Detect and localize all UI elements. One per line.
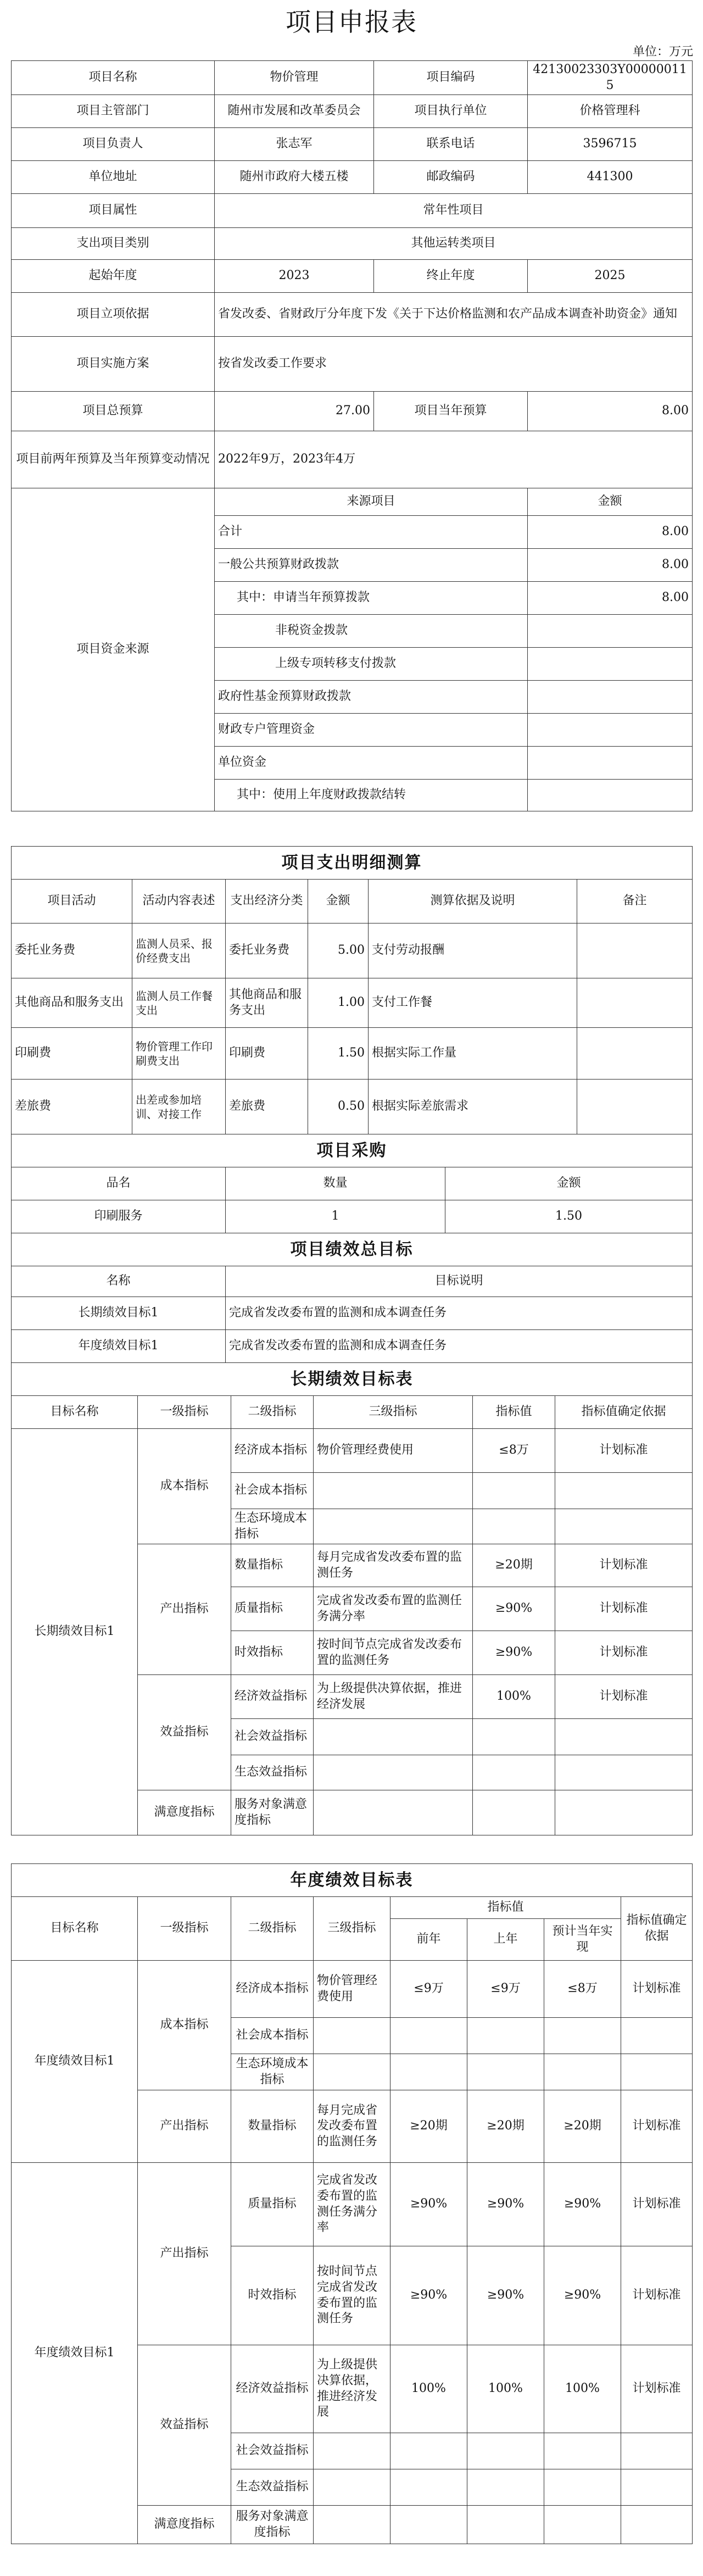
indicator-basis — [621, 2433, 693, 2469]
col-header: 测算依据及说明 — [369, 880, 577, 923]
level1-benefit: 效益指标 — [138, 2345, 231, 2506]
indicator-basis — [555, 1473, 693, 1509]
level2: 社会效益指标 — [231, 2433, 314, 2469]
detail-amount: 5.00 — [308, 923, 369, 978]
level3: 物价管理经费使用 — [314, 1429, 473, 1473]
label-total-budget: 项目总预算 — [12, 392, 215, 431]
funding-row-amount: 8.00 — [528, 549, 693, 582]
value-prev-prev-year — [390, 2018, 467, 2054]
goal-desc: 完成省发改委布置的监测和成本调查任务 — [226, 1297, 693, 1330]
value-prev-prev-year — [390, 2469, 467, 2506]
indicator-value: ≥90% — [473, 1587, 555, 1631]
overall-goal-table — [11, 1233, 693, 1363]
detail-activity: 印刷费 — [12, 1028, 132, 1080]
level3: 按时间节点完成省发改委布置的监测任务 — [314, 1631, 473, 1675]
indicator-basis: 计划标准 — [555, 1544, 693, 1587]
value-current-year — [544, 2433, 621, 2469]
detail-note — [577, 978, 693, 1028]
value-prev-prev-year: ≥20期 — [390, 2090, 467, 2163]
level2: 质量指标 — [231, 1587, 314, 1631]
detail-activity: 委托业务费 — [12, 923, 132, 978]
col-header: 指标值确定依据 — [621, 1897, 693, 1961]
section-title: 年度绩效目标表 — [12, 1864, 693, 1897]
level3 — [314, 1509, 473, 1544]
col-header: 上年 — [467, 1919, 544, 1961]
funding-row-name: 合计 — [215, 516, 528, 549]
label-leader: 项目负责人 — [12, 128, 215, 161]
funding-row-name: 一般公共预算财政拨款 — [215, 549, 528, 582]
col-header: 目标名称 — [12, 1396, 138, 1429]
col-header: 金额 — [445, 1167, 693, 1200]
indicator-basis — [555, 1719, 693, 1755]
level2: 生态效益指标 — [231, 1755, 314, 1790]
detail-activity: 差旅费 — [12, 1080, 132, 1134]
col-header: 二级指标 — [231, 1897, 314, 1961]
funding-row-name: 政府性基金预算财政拨款 — [215, 681, 528, 714]
level3: 按时间节点完成省发改委布置的监测任务 — [314, 2246, 390, 2345]
label-prev-budget: 项目前两年预算及当年预算变动情况 — [12, 431, 215, 488]
value-total-budget: 27.00 — [215, 392, 374, 431]
goal-name: 长期绩效目标1 — [12, 1297, 226, 1330]
unit-label: 单位：万元 — [632, 45, 693, 59]
level3 — [314, 2433, 390, 2469]
indicator-basis: 计划标准 — [555, 1429, 693, 1473]
section-title: 项目支出明细测算 — [12, 847, 693, 880]
label-exec-unit: 项目执行单位 — [374, 95, 528, 128]
level2: 经济成本指标 — [231, 1961, 314, 2018]
detail-amount: 1.50 — [308, 1028, 369, 1080]
indicator-basis — [555, 1509, 693, 1544]
section-title: 长期绩效目标表 — [12, 1363, 693, 1396]
col-header: 活动内容表述 — [132, 880, 226, 923]
level2: 社会效益指标 — [231, 1719, 314, 1755]
detail-basis: 根据实际工作量 — [369, 1028, 577, 1080]
value-current-year — [544, 2018, 621, 2054]
value-project-name: 物价管理 — [215, 61, 374, 95]
value-current-year: ≤8万 — [544, 1961, 621, 2018]
value-prev-year — [467, 2054, 544, 2090]
col-header: 品名 — [12, 1167, 226, 1200]
level1-benefit: 效益指标 — [138, 1675, 231, 1790]
value-start-year: 2023 — [215, 260, 374, 293]
purchase-amount: 1.50 — [445, 1200, 693, 1233]
level1-output: 产出指标 — [138, 2163, 231, 2345]
level2: 生态环境成本指标 — [231, 2054, 314, 2090]
goal-target-name: 年度绩效目标1 — [12, 2163, 138, 2544]
indicator-basis: 计划标准 — [621, 1961, 693, 2018]
level2: 时效指标 — [231, 2246, 314, 2345]
level2: 时效指标 — [231, 1631, 314, 1675]
col-header: 金额 — [308, 880, 369, 923]
label-basis: 项目立项依据 — [12, 293, 215, 337]
level1-output: 产出指标 — [138, 1544, 231, 1675]
goal-target-name: 长期绩效目标1 — [12, 1429, 138, 1835]
indicator-value — [473, 1473, 555, 1509]
value-prev-year: 100% — [467, 2345, 544, 2433]
level1-satisfaction: 满意度指标 — [138, 2506, 231, 2544]
detail-amount: 1.00 — [308, 978, 369, 1028]
label-project-name: 项目名称 — [12, 61, 215, 95]
level3: 物价管理经费使用 — [314, 1961, 390, 2018]
indicator-basis — [621, 2054, 693, 2090]
funding-row-amount — [528, 780, 693, 811]
detail-amount: 0.50 — [308, 1080, 369, 1134]
value-prev-prev-year: ≤9万 — [390, 1961, 467, 2018]
col-header: 预计当年实现 — [544, 1919, 621, 1961]
funding-row-name: 上级专项转移支付拨款 — [215, 648, 528, 681]
indicator-value: ≤8万 — [473, 1429, 555, 1473]
longterm-goal-table — [11, 1362, 693, 1835]
col-header: 一级指标 — [138, 1396, 231, 1429]
level1-cost: 成本指标 — [138, 1961, 231, 2090]
value-prev-prev-year: ≥90% — [390, 2246, 467, 2345]
label-current-budget: 项目当年预算 — [374, 392, 528, 431]
col-header: 三级指标 — [314, 1897, 390, 1961]
col-header: 前年 — [390, 1919, 467, 1961]
level3 — [314, 1473, 473, 1509]
goal-desc: 完成省发改委布置的监测和成本调查任务 — [226, 1330, 693, 1363]
level3: 完成省发改委布置的监测任务满分率 — [314, 1587, 473, 1631]
project-info-table — [11, 60, 693, 811]
section-title: 项目绩效总目标 — [12, 1233, 693, 1266]
value-prev-year: ≤9万 — [467, 1961, 544, 2018]
funding-row-amount — [528, 747, 693, 780]
level1-cost: 成本指标 — [138, 1429, 231, 1544]
level2: 社会成本指标 — [231, 2018, 314, 2054]
level3 — [314, 2469, 390, 2506]
detail-basis: 支付工作餐 — [369, 978, 577, 1028]
level2: 经济效益指标 — [231, 1675, 314, 1719]
label-plan: 项目实施方案 — [12, 337, 215, 392]
col-header: 备注 — [577, 880, 693, 923]
value-prev-prev-year — [390, 2054, 467, 2090]
value-attr: 常年性项目 — [215, 194, 693, 228]
col-header: 指标值确定依据 — [555, 1396, 693, 1429]
value-current-year — [544, 2054, 621, 2090]
expense-detail-table — [11, 846, 693, 1134]
funding-row-amount — [528, 714, 693, 747]
detail-econ: 印刷费 — [226, 1028, 308, 1080]
indicator-value: ≥90% — [473, 1631, 555, 1675]
level3: 为上级提供决算依据，推进经济发展 — [314, 2345, 390, 2433]
detail-econ: 其他商品和服务支出 — [226, 978, 308, 1028]
level2: 生态环境成本指标 — [231, 1509, 314, 1544]
detail-content: 监测人员工作餐支出 — [132, 978, 226, 1028]
value-current-budget: 8.00 — [528, 392, 693, 431]
indicator-basis: 计划标准 — [555, 1587, 693, 1631]
funding-row-amount: 8.00 — [528, 516, 693, 549]
funding-col-source: 来源项目 — [215, 488, 528, 516]
value-project-code: 42130023303Y000000115 — [528, 61, 693, 95]
label-zip: 邮政编码 — [374, 161, 528, 194]
value-prev-year — [467, 2433, 544, 2469]
detail-note — [577, 923, 693, 978]
col-header: 名称 — [12, 1266, 226, 1297]
value-prev-prev-year — [390, 2506, 467, 2544]
funding-row-name: 单位资金 — [215, 747, 528, 780]
col-header: 支出经济分类 — [226, 880, 308, 923]
funding-col-amount: 金额 — [528, 488, 693, 516]
level3 — [314, 2018, 390, 2054]
detail-activity: 其他商品和服务支出 — [12, 978, 132, 1028]
indicator-basis — [621, 2469, 693, 2506]
value-current-year: ≥90% — [544, 2246, 621, 2345]
page-title: 项目申报表 — [286, 7, 417, 37]
value-type: 其他运转类项目 — [215, 228, 693, 260]
funding-row-name: 财政专户管理资金 — [215, 714, 528, 747]
level3: 每月完成省发改委布置的监测任务 — [314, 2090, 390, 2163]
col-header: 目标名称 — [12, 1897, 138, 1961]
indicator-basis — [555, 1790, 693, 1835]
indicator-basis — [621, 2018, 693, 2054]
value-prev-budget: 2022年9万，2023年4万 — [215, 431, 693, 488]
indicator-value: ≥20期 — [473, 1544, 555, 1587]
level3: 完成省发改委布置的监测任务满分率 — [314, 2163, 390, 2246]
purchase-table — [11, 1134, 693, 1233]
value-prev-prev-year — [390, 2433, 467, 2469]
goal-target-name: 年度绩效目标1 — [12, 1961, 138, 2163]
level3 — [314, 1719, 473, 1755]
value-leader: 张志军 — [215, 128, 374, 161]
label-type: 支出项目类别 — [12, 228, 215, 260]
indicator-basis: 计划标准 — [555, 1631, 693, 1675]
label-start-year: 起始年度 — [12, 260, 215, 293]
col-header: 指标值 — [473, 1396, 555, 1429]
label-attr: 项目属性 — [12, 194, 215, 228]
indicator-basis: 计划标准 — [621, 2163, 693, 2246]
value-dept: 随州市发展和改革委员会 — [215, 95, 374, 128]
detail-econ: 委托业务费 — [226, 923, 308, 978]
indicator-value — [473, 1790, 555, 1835]
funding-row-amount — [528, 648, 693, 681]
purchase-name: 印刷服务 — [12, 1200, 226, 1233]
value-current-year: ≥20期 — [544, 2090, 621, 2163]
funding-row-amount — [528, 681, 693, 714]
value-end-year: 2025 — [528, 260, 693, 293]
indicator-basis — [621, 2506, 693, 2544]
detail-content: 出差或参加培训、对接工作 — [132, 1080, 226, 1134]
value-exec-unit: 价格管理科 — [528, 95, 693, 128]
detail-econ: 差旅费 — [226, 1080, 308, 1134]
level3: 每月完成省发改委布置的监测任务 — [314, 1544, 473, 1587]
funding-row-name: 非税资金拨款 — [215, 615, 528, 648]
funding-row-name: 其中：使用上年度财政拨款结转 — [215, 780, 528, 811]
col-header: 二级指标 — [231, 1396, 314, 1429]
label-dept: 项目主管部门 — [12, 95, 215, 128]
col-header: 指标值 — [390, 1897, 621, 1919]
level3 — [314, 2054, 390, 2090]
label-end-year: 终止年度 — [374, 260, 528, 293]
level3 — [314, 2506, 390, 2544]
indicator-basis: 计划标准 — [621, 2345, 693, 2433]
annual-goal-table — [11, 1863, 693, 2544]
detail-basis: 根据实际差旅需求 — [369, 1080, 577, 1134]
value-prev-year — [467, 2506, 544, 2544]
indicator-basis: 计划标准 — [621, 2246, 693, 2345]
indicator-basis — [555, 1755, 693, 1790]
indicator-value — [473, 1755, 555, 1790]
value-prev-year — [467, 2469, 544, 2506]
value-address: 随州市政府大楼五楼 — [215, 161, 374, 194]
funding-row-name: 其中：申请当年预算拨款 — [215, 582, 528, 615]
label-project-code: 项目编码 — [374, 61, 528, 95]
col-header: 一级指标 — [138, 1897, 231, 1961]
value-zip: 441300 — [528, 161, 693, 194]
level1-output: 产出指标 — [138, 2090, 231, 2163]
level3: 为上级提供决算依据，推进经济发展 — [314, 1675, 473, 1719]
level2: 生态效益指标 — [231, 2469, 314, 2506]
level2: 经济效益指标 — [231, 2345, 314, 2433]
level2: 服务对象满意度指标 — [231, 1790, 314, 1835]
value-prev-year: ≥90% — [467, 2163, 544, 2246]
level2: 社会成本指标 — [231, 1473, 314, 1509]
indicator-basis: 计划标准 — [555, 1675, 693, 1719]
value-prev-prev-year: 100% — [390, 2345, 467, 2433]
level2: 数量指标 — [231, 1544, 314, 1587]
col-header: 数量 — [226, 1167, 445, 1200]
indicator-value — [473, 1719, 555, 1755]
label-phone: 联系电话 — [374, 128, 528, 161]
value-current-year: ≥90% — [544, 2163, 621, 2246]
goal-name: 年度绩效目标1 — [12, 1330, 226, 1363]
level3 — [314, 1790, 473, 1835]
value-current-year: 100% — [544, 2345, 621, 2433]
indicator-value — [473, 1509, 555, 1544]
col-header: 目标说明 — [226, 1266, 693, 1297]
purchase-qty: 1 — [226, 1200, 445, 1233]
label-address: 单位地址 — [12, 161, 215, 194]
label-funding-source: 项目资金来源 — [12, 488, 215, 811]
funding-row-amount — [528, 615, 693, 648]
value-prev-year: ≥90% — [467, 2246, 544, 2345]
value-basis: 省发改委、省财政厅分年度下发《关于下达价格监测和农产品成本调查补助资金》通知 — [215, 293, 693, 337]
funding-row-amount: 8.00 — [528, 582, 693, 615]
col-header: 三级指标 — [314, 1396, 473, 1429]
detail-content: 监测人员采、报价经费支出 — [132, 923, 226, 978]
indicator-value: 100% — [473, 1675, 555, 1719]
level2: 经济成本指标 — [231, 1429, 314, 1473]
indicator-basis: 计划标准 — [621, 2090, 693, 2163]
value-prev-year — [467, 2018, 544, 2054]
detail-note — [577, 1028, 693, 1080]
value-prev-prev-year: ≥90% — [390, 2163, 467, 2246]
level2: 服务对象满意度指标 — [231, 2506, 314, 2544]
detail-basis: 支付劳动报酬 — [369, 923, 577, 978]
value-prev-year: ≥20期 — [467, 2090, 544, 2163]
value-plan: 按省发改委工作要求 — [215, 337, 693, 392]
detail-content: 物价管理工作印刷费支出 — [132, 1028, 226, 1080]
detail-note — [577, 1080, 693, 1134]
section-title: 项目采购 — [12, 1134, 693, 1167]
value-current-year — [544, 2469, 621, 2506]
value-phone: 3596715 — [528, 128, 693, 161]
level1-satisfaction: 满意度指标 — [138, 1790, 231, 1835]
level2: 数量指标 — [231, 2090, 314, 2163]
level3 — [314, 1755, 473, 1790]
col-header: 项目活动 — [12, 880, 132, 923]
value-current-year — [544, 2506, 621, 2544]
level2: 质量指标 — [231, 2163, 314, 2246]
